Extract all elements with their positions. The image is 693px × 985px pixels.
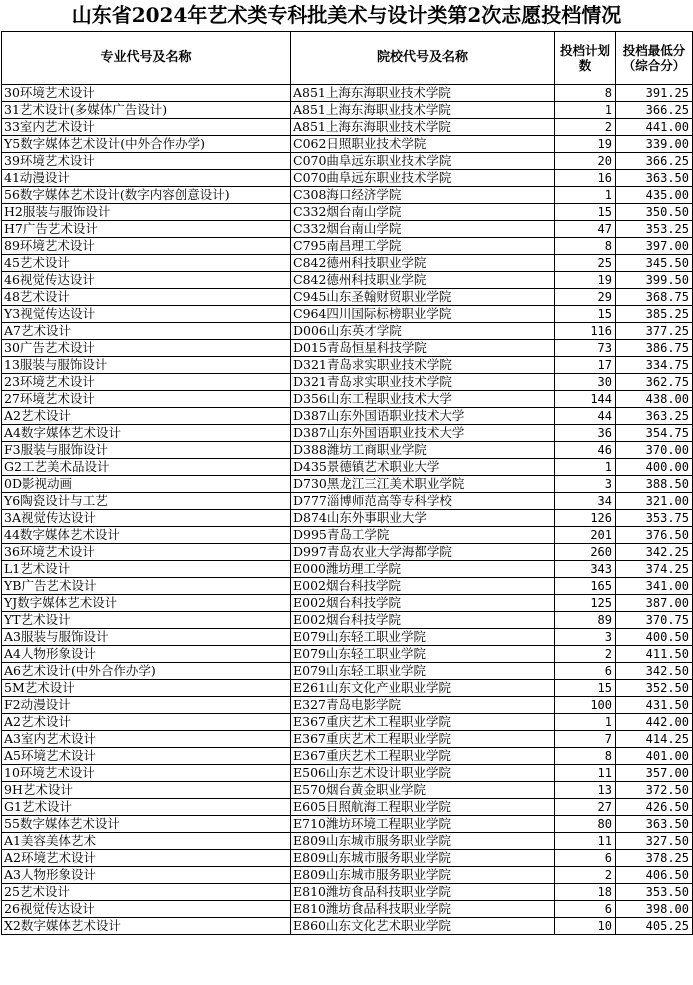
cell-plan-count: 100 [555,697,616,714]
cell-school: E710潍坊环境工程职业学院 [291,816,555,833]
cell-plan-count: 1 [555,102,616,119]
table-row [2,612,693,629]
cell-school: A851上海东海职业技术学院 [291,102,555,119]
table-row [2,527,693,544]
table-row [2,510,693,527]
table-row [2,459,693,476]
cell-school: E000潍坊理工学院 [291,561,555,578]
table-row [2,833,693,850]
table-row [2,153,693,170]
cell-plan-count: 18 [555,884,616,901]
cell-plan-count: 1 [555,714,616,731]
cell-min-score: 372.50 [616,782,693,799]
cell-major: 23环境艺术设计 [2,374,291,391]
cell-major: A6艺术设计(中外合作办学) [2,663,291,680]
cell-min-score: 353.75 [616,510,693,527]
cell-major: 31艺术设计(多媒体广告设计) [2,102,291,119]
cell-school: C332烟台南山学院 [291,221,555,238]
cell-min-score: 378.25 [616,850,693,867]
cell-min-score: 321.00 [616,493,693,510]
cell-plan-count: 15 [555,680,616,697]
cell-school: E002烟台科技学院 [291,612,555,629]
cell-min-score: 386.75 [616,340,693,357]
cell-plan-count: 6 [555,850,616,867]
table-row [2,816,693,833]
cell-plan-count: 17 [555,357,616,374]
table-row [2,187,693,204]
cell-major: 44数字媒体艺术设计 [2,527,291,544]
cell-plan-count: 2 [555,867,616,884]
cell-min-score: 368.75 [616,289,693,306]
cell-major: A4数字媒体艺术设计 [2,425,291,442]
cell-min-score: 354.75 [616,425,693,442]
table-row [2,306,693,323]
cell-school: C062日照职业技术学院 [291,136,555,153]
cell-plan-count: 165 [555,578,616,595]
cell-school: E079山东轻工职业学院 [291,629,555,646]
cell-major: 46视觉传达设计 [2,272,291,289]
cell-plan-count: 19 [555,272,616,289]
cell-major: 48艺术设计 [2,289,291,306]
cell-plan-count: 29 [555,289,616,306]
cell-school: C842德州科技职业学院 [291,272,555,289]
cell-major: F2动漫设计 [2,697,291,714]
cell-plan-count: 3 [555,629,616,646]
header-min-score: 投档最低分（综合分） [616,32,693,85]
table-row [2,323,693,340]
cell-min-score: 363.50 [616,170,693,187]
cell-min-score: 327.50 [616,833,693,850]
table-row [2,748,693,765]
table-row [2,238,693,255]
cell-school: C795南昌理工学院 [291,238,555,255]
cell-plan-count: 6 [555,663,616,680]
cell-school: E570烟台黄金职业学院 [291,782,555,799]
cell-major: Y6陶瓷设计与工艺 [2,493,291,510]
cell-plan-count: 15 [555,306,616,323]
cell-min-score: 431.50 [616,697,693,714]
cell-min-score: 387.00 [616,595,693,612]
cell-major: A1美容美体艺术 [2,833,291,850]
header-school: 院校代号及名称 [291,32,555,85]
table-row [2,697,693,714]
cell-school: D387山东外国语职业技术大学 [291,408,555,425]
table-row [2,408,693,425]
header-major: 专业代号及名称 [2,32,291,85]
table-row [2,714,693,731]
table-row [2,918,693,935]
table-row [2,595,693,612]
cell-school: D730黑龙江三江美术职业学院 [291,476,555,493]
cell-major: H2服装与服饰设计 [2,204,291,221]
cell-min-score: 345.50 [616,255,693,272]
cell-school: D777淄博师范高等专科学校 [291,493,555,510]
table-row [2,391,693,408]
cell-school: E367重庆艺术工程职业学院 [291,731,555,748]
cell-min-score: 385.25 [616,306,693,323]
cell-school: D006山东英才学院 [291,323,555,340]
cell-major: 27环境艺术设计 [2,391,291,408]
cell-school: A851上海东海职业技术学院 [291,119,555,136]
cell-min-score: 441.00 [616,119,693,136]
cell-plan-count: 11 [555,833,616,850]
cell-plan-count: 201 [555,527,616,544]
cell-school: C332烟台南山学院 [291,204,555,221]
cell-plan-count: 1 [555,187,616,204]
cell-major: 5M艺术设计 [2,680,291,697]
cell-min-score: 362.75 [616,374,693,391]
cell-major: 39环境艺术设计 [2,153,291,170]
cell-plan-count: 1 [555,459,616,476]
table-body [2,85,693,935]
cell-plan-count: 46 [555,442,616,459]
cell-major: A7艺术设计 [2,323,291,340]
cell-major: YJ数字媒体艺术设计 [2,595,291,612]
cell-school: D321青岛求实职业技术学院 [291,357,555,374]
cell-major: A4人物形象设计 [2,646,291,663]
table-row [2,544,693,561]
table-row [2,272,693,289]
cell-plan-count: 19 [555,136,616,153]
cell-min-score: 370.00 [616,442,693,459]
cell-min-score: 366.25 [616,102,693,119]
header-plan-count: 投档计划数 [555,32,616,85]
table-row [2,170,693,187]
cell-min-score: 397.00 [616,238,693,255]
cell-school: E367重庆艺术工程职业学院 [291,714,555,731]
cell-plan-count: 260 [555,544,616,561]
table-row [2,476,693,493]
cell-school: D321青岛求实职业技术学院 [291,374,555,391]
cell-major: 26视觉传达设计 [2,901,291,918]
cell-plan-count: 34 [555,493,616,510]
cell-plan-count: 44 [555,408,616,425]
cell-major: G2工艺美术品设计 [2,459,291,476]
table-row [2,782,693,799]
table-row [2,561,693,578]
cell-major: A2艺术设计 [2,408,291,425]
table-row [2,102,693,119]
table-row [2,255,693,272]
cell-min-score: 363.25 [616,408,693,425]
table-row [2,85,693,102]
admission-table [1,31,693,935]
table-header-row [2,32,693,85]
cell-school: D995青岛工学院 [291,527,555,544]
cell-school: E002烟台科技学院 [291,595,555,612]
cell-min-score: 353.25 [616,221,693,238]
cell-min-score: 405.25 [616,918,693,935]
cell-plan-count: 47 [555,221,616,238]
cell-plan-count: 20 [555,153,616,170]
cell-plan-count: 30 [555,374,616,391]
cell-min-score: 352.50 [616,680,693,697]
cell-plan-count: 73 [555,340,616,357]
cell-min-score: 341.00 [616,578,693,595]
table-row [2,136,693,153]
cell-min-score: 363.50 [616,816,693,833]
table-row [2,442,693,459]
cell-plan-count: 3 [555,476,616,493]
cell-min-score: 400.00 [616,459,693,476]
cell-min-score: 442.00 [616,714,693,731]
cell-plan-count: 25 [555,255,616,272]
cell-school: A851上海东海职业技术学院 [291,85,555,102]
table-row [2,731,693,748]
cell-major: 13服装与服饰设计 [2,357,291,374]
page-title: 山东省2024年艺术类专科批美术与设计类第2次志愿投档情况 [71,3,622,27]
cell-major: H7广告艺术设计 [2,221,291,238]
table-row [2,493,693,510]
cell-major: Y3视觉传达设计 [2,306,291,323]
cell-min-score: 399.50 [616,272,693,289]
cell-school: C070曲阜远东职业技术学院 [291,170,555,187]
cell-plan-count: 116 [555,323,616,340]
cell-school: E810潍坊食品科技职业学院 [291,884,555,901]
cell-major: YT艺术设计 [2,612,291,629]
cell-major: 30环境艺术设计 [2,85,291,102]
cell-min-score: 377.25 [616,323,693,340]
cell-plan-count: 10 [555,918,616,935]
table-row [2,901,693,918]
cell-plan-count: 27 [555,799,616,816]
cell-school: D435景德镇艺术职业大学 [291,459,555,476]
cell-major: F3服装与服饰设计 [2,442,291,459]
cell-major: A2艺术设计 [2,714,291,731]
cell-major: YB广告艺术设计 [2,578,291,595]
cell-min-score: 342.25 [616,544,693,561]
cell-min-score: 406.50 [616,867,693,884]
table-row [2,850,693,867]
cell-major: 3A视觉传达设计 [2,510,291,527]
cell-school: E809山东城市服务职业学院 [291,833,555,850]
cell-major: A3室内艺术设计 [2,731,291,748]
cell-major: G1艺术设计 [2,799,291,816]
cell-major: 41动漫设计 [2,170,291,187]
cell-min-score: 388.50 [616,476,693,493]
cell-major: 25艺术设计 [2,884,291,901]
cell-min-score: 374.25 [616,561,693,578]
cell-school: E079山东轻工职业学院 [291,646,555,663]
cell-major: X2数字媒体艺术设计 [2,918,291,935]
cell-school: E002烟台科技学院 [291,578,555,595]
cell-plan-count: 8 [555,238,616,255]
cell-min-score: 370.75 [616,612,693,629]
cell-min-score: 339.00 [616,136,693,153]
cell-school: E367重庆艺术工程职业学院 [291,748,555,765]
table-row [2,765,693,782]
cell-min-score: 414.25 [616,731,693,748]
cell-major: 30广告艺术设计 [2,340,291,357]
cell-major: 89环境艺术设计 [2,238,291,255]
cell-school: D387山东外国语职业技术大学 [291,425,555,442]
cell-plan-count: 8 [555,748,616,765]
cell-school: E860山东文化艺术职业学院 [291,918,555,935]
cell-min-score: 334.75 [616,357,693,374]
cell-school: C964四川国际标榜职业学院 [291,306,555,323]
cell-school: E079山东轻工职业学院 [291,663,555,680]
table-row [2,578,693,595]
cell-min-score: 398.00 [616,901,693,918]
cell-major: L1艺术设计 [2,561,291,578]
cell-min-score: 350.50 [616,204,693,221]
cell-major: 33室内艺术设计 [2,119,291,136]
cell-plan-count: 2 [555,646,616,663]
cell-plan-count: 8 [555,85,616,102]
cell-plan-count: 36 [555,425,616,442]
cell-plan-count: 2 [555,119,616,136]
cell-major: 36环境艺术设计 [2,544,291,561]
cell-major: Y5数字媒体艺术设计(中外合作办学) [2,136,291,153]
cell-school: E261山东文化产业职业学院 [291,680,555,697]
cell-min-score: 400.50 [616,629,693,646]
table-row [2,629,693,646]
cell-min-score: 366.25 [616,153,693,170]
table-row [2,374,693,391]
cell-plan-count: 13 [555,782,616,799]
table-row [2,663,693,680]
cell-major: A3服装与服饰设计 [2,629,291,646]
cell-min-score: 401.00 [616,748,693,765]
table-row [2,221,693,238]
cell-school: E810潍坊食品科技职业学院 [291,901,555,918]
cell-plan-count: 80 [555,816,616,833]
table-row [2,119,693,136]
cell-plan-count: 11 [555,765,616,782]
cell-school: E809山东城市服务职业学院 [291,850,555,867]
table-row [2,646,693,663]
cell-school: D356山东工程职业技术大学 [291,391,555,408]
cell-school: E605日照航海工程职业学院 [291,799,555,816]
cell-plan-count: 15 [555,204,616,221]
cell-plan-count: 16 [555,170,616,187]
cell-school: D997青岛农业大学海都学院 [291,544,555,561]
cell-major: 9H艺术设计 [2,782,291,799]
cell-min-score: 357.00 [616,765,693,782]
table-row [2,340,693,357]
cell-major: 0D影视动画 [2,476,291,493]
cell-min-score: 391.25 [616,85,693,102]
cell-plan-count: 343 [555,561,616,578]
cell-plan-count: 6 [555,901,616,918]
table-row [2,289,693,306]
cell-plan-count: 125 [555,595,616,612]
cell-school: C308海口经济学院 [291,187,555,204]
cell-plan-count: 126 [555,510,616,527]
table-row [2,799,693,816]
cell-major: 10环境艺术设计 [2,765,291,782]
cell-min-score: 342.50 [616,663,693,680]
cell-school: C070曲阜远东职业技术学院 [291,153,555,170]
table-row [2,867,693,884]
cell-major: 55数字媒体艺术设计 [2,816,291,833]
cell-min-score: 376.50 [616,527,693,544]
table-row [2,204,693,221]
table-row [2,425,693,442]
cell-plan-count: 89 [555,612,616,629]
cell-school: E809山东城市服务职业学院 [291,867,555,884]
cell-major: A3人物形象设计 [2,867,291,884]
cell-school: C945山东圣翰财贸职业学院 [291,289,555,306]
table-row [2,680,693,697]
cell-major: 56数字媒体艺术设计(数字内容创意设计) [2,187,291,204]
cell-plan-count: 144 [555,391,616,408]
cell-major: A5环境艺术设计 [2,748,291,765]
cell-school: D388潍坊工商职业学院 [291,442,555,459]
cell-plan-count: 7 [555,731,616,748]
cell-major: A2环境艺术设计 [2,850,291,867]
cell-min-score: 353.50 [616,884,693,901]
cell-min-score: 435.00 [616,187,693,204]
cell-school: C842德州科技职业学院 [291,255,555,272]
cell-school: E327青岛电影学院 [291,697,555,714]
cell-school: D874山东外事职业大学 [291,510,555,527]
table-row [2,884,693,901]
table-row [2,357,693,374]
cell-min-score: 411.50 [616,646,693,663]
cell-min-score: 426.50 [616,799,693,816]
cell-min-score: 438.00 [616,391,693,408]
cell-school: D015青岛恒星科技学院 [291,340,555,357]
cell-school: E506山东艺术设计职业学院 [291,765,555,782]
cell-major: 45艺术设计 [2,255,291,272]
